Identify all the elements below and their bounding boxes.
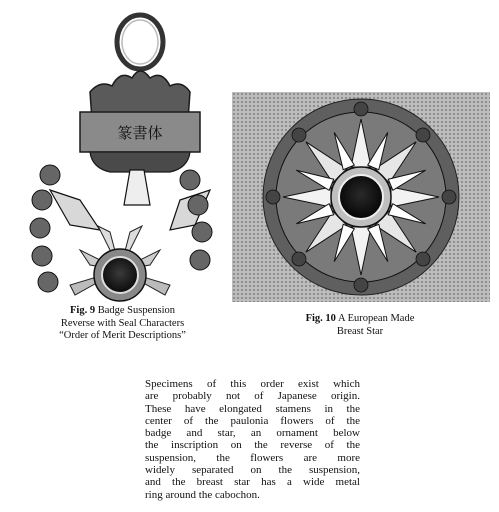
body-line: ring around the cabochon. [145,488,260,501]
fig9-caption-line-1: Badge Suspension [97,305,175,316]
fig9-number: Fig. 9 [69,305,96,316]
seal-characters [117,124,162,142]
body-line: widely separated on the suspension, [145,464,360,477]
body-line: are probably not of Japanese origin. [145,390,360,403]
svg-text:篆書体: 篆書体 [117,124,163,142]
body-line: and the breast star has a wide metal [145,476,360,489]
body-line: These have elongated stamens in the [145,402,360,415]
body-line: the inscription on the reverse of the [145,439,360,452]
body-paragraph [145,378,360,501]
fig10-caption-line-1: A European Made [337,313,415,324]
body-line: Specimens of this order exist which [145,378,360,390]
fig10-caption [235,313,485,338]
fig9-caption-line-2: Reverse with Seal Characters [60,317,185,329]
fig9-caption [20,305,225,343]
body-line: suspension, the flowers are more [145,451,360,464]
fig10-number: Fig. 10 [305,313,336,324]
fig10-breast-star-photo [232,92,490,302]
fig9-badge-photo [20,0,220,302]
body-line: center of the paulonia flowers of the [145,414,360,427]
body-line: badge and star, an ornament below [145,427,360,440]
fig10-caption-line-2: Breast Star [336,325,384,337]
fig9-caption-line-3: “Order of Merit Descriptions” [59,330,186,341]
